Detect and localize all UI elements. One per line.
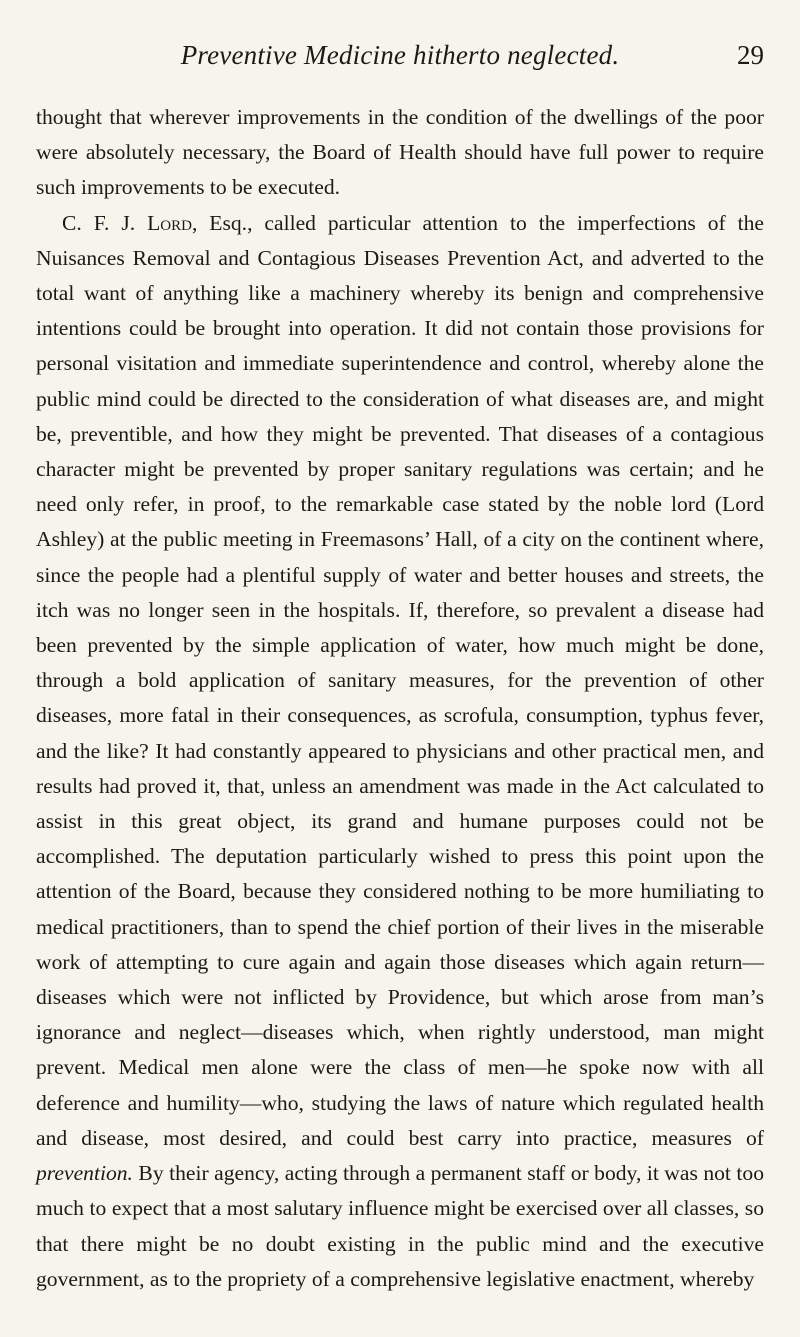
speaker-initials: C. F. J.: [62, 210, 148, 235]
paragraph-lord-remarks: [36, 206, 764, 1297]
paragraph-text: , Esq., called particular attention to the imperfections of the Nuisances Removal and Contagious Diseases Prevention Act, and adverted to the total want of anything like a machinery whereby its benign and comprehensive intentions could be brought into operation. It did not contain those provisions for personal visitation and immediate superintendence and control, whereby alone the public mind could be directed to the consideration of what diseases are, and might be, preventible, and how they might be prevented. That diseases of a contagious character might be prevented by proper sanitary regulations was certain; and he need only refer, in proof, to the remarkable case stated by the noble lord (Lord Ashley) at the public meeting in Freemasons’ Hall, of a city on the continent where, since the people had a plentiful supply of water and better houses and streets, the itch was no longer seen in the hospitals. If, therefore, so prevalent a disease had been prevented by the simple application of water, how much might be done, through a bold application of sanitary measures, for the prevention of other diseases, more fatal in their consequences, as scrofula, consumption, typhus fever, and the like? It had constantly appeared to physicians and other practical men, and results had proved it, that, unless an amendment was made in the Act calculated to assist in this great object, its grand and humane purposes could not be accomplished. The deputation particularly wished to press this point upon the attention of the Board, because they considered nothing to be more humiliating to medical practitioners, than to spend the chief portion of their lives in the miserable work of attempting to cure again and again those diseases which again return—diseases which were not inflicted by Providence, but which arose from man’s ignorance and neglect—diseases which, when rightly understood, man might prevent. Medical men alone were the class of men—he spoke now with all deference and humility—who, studying the laws of nature which regulated health and disease, most desired, and could best carry into practice, measures of: [36, 210, 764, 1150]
running-title: Preventive Medicine hitherto neglected.: [180, 40, 620, 70]
paragraph-text: thought that wherever improvements in the condition of the dwellings of the poor were absolutely necessary, the Board of Health should have full power to require such improvements to be executed.: [36, 105, 764, 200]
paragraph-text-end: By their agency, acting through a permanent staff or body, it was not too much to expect that a most salutary influence might be exercised over all classes, so that there might be no doubt existing in the public mind and the executive government, as to the propriety of a comprehensive legislative enactment, whereby: [36, 1161, 764, 1291]
speaker-surname: Lord: [147, 210, 192, 235]
paragraph-continuation: [36, 100, 764, 206]
emphasis-prevention: prevention.: [36, 1161, 133, 1186]
running-head: [36, 40, 764, 82]
page-number: 29: [737, 40, 764, 70]
body-text: [36, 100, 764, 1297]
